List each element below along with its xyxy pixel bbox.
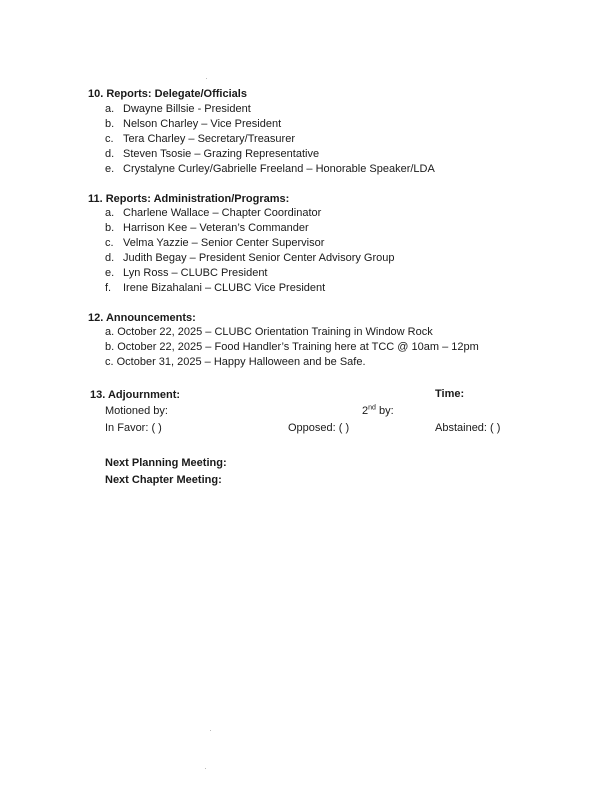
- scan-speck: [210, 730, 211, 731]
- list-item: e. Crystalyne Curley/Gabrielle Freeland – Honorable Speaker/LDA: [105, 163, 435, 175]
- abstained-label: Abstained: ( ): [435, 422, 501, 434]
- opposed-label: Opposed: ( ): [288, 422, 350, 434]
- in-favor-label: In Favor: ( ): [105, 422, 162, 434]
- motioned-by-label: Motioned by:: [105, 405, 168, 417]
- list-item: c. Tera Charley – Secretary/Treasurer: [105, 133, 295, 145]
- list-item: a. Charlene Wallace – Chapter Coordinator: [105, 207, 322, 219]
- next-planning-meeting-label: Next Planning Meeting:: [105, 457, 227, 469]
- list-item: c. October 31, 2025 – Happy Halloween and be Safe.: [105, 356, 366, 368]
- section-10-heading: 10. Reports: Delegate/Officials: [88, 88, 247, 100]
- scan-speck: [206, 78, 207, 79]
- list-item: d. Judith Begay – President Senior Center Advisory Group: [105, 252, 395, 264]
- list-item: b. October 22, 2025 – Food Handler’s Training here at TCC @ 10am – 12pm: [105, 341, 479, 353]
- list-item: e. Lyn Ross – CLUBC President: [105, 267, 268, 279]
- list-item: a. Dwayne Billsie - President: [105, 103, 251, 115]
- time-label: Time:: [435, 388, 465, 400]
- list-item: d. Steven Tsosie – Grazing Representative: [105, 148, 320, 160]
- list-item: a. October 22, 2025 – CLUBC Orientation Training in Window Rock: [105, 326, 433, 338]
- section-13-heading: 13. Adjournment:: [90, 389, 181, 401]
- list-item: b. Harrison Kee – Veteran’s Commander: [105, 222, 309, 234]
- list-item: f. Irene Bizahalani – CLUBC Vice President: [105, 282, 326, 294]
- list-item: b. Nelson Charley – Vice President: [105, 118, 282, 130]
- scan-speck: [205, 768, 206, 769]
- section-11-heading: 11. Reports: Administration/Programs:: [88, 193, 290, 205]
- second-by-label: 2nd by:: [362, 404, 394, 417]
- list-item: c. Velma Yazzie – Senior Center Supervisor: [105, 237, 325, 249]
- section-12-heading: 12. Announcements:: [88, 312, 196, 324]
- next-chapter-meeting-label: Next Chapter Meeting:: [105, 474, 222, 486]
